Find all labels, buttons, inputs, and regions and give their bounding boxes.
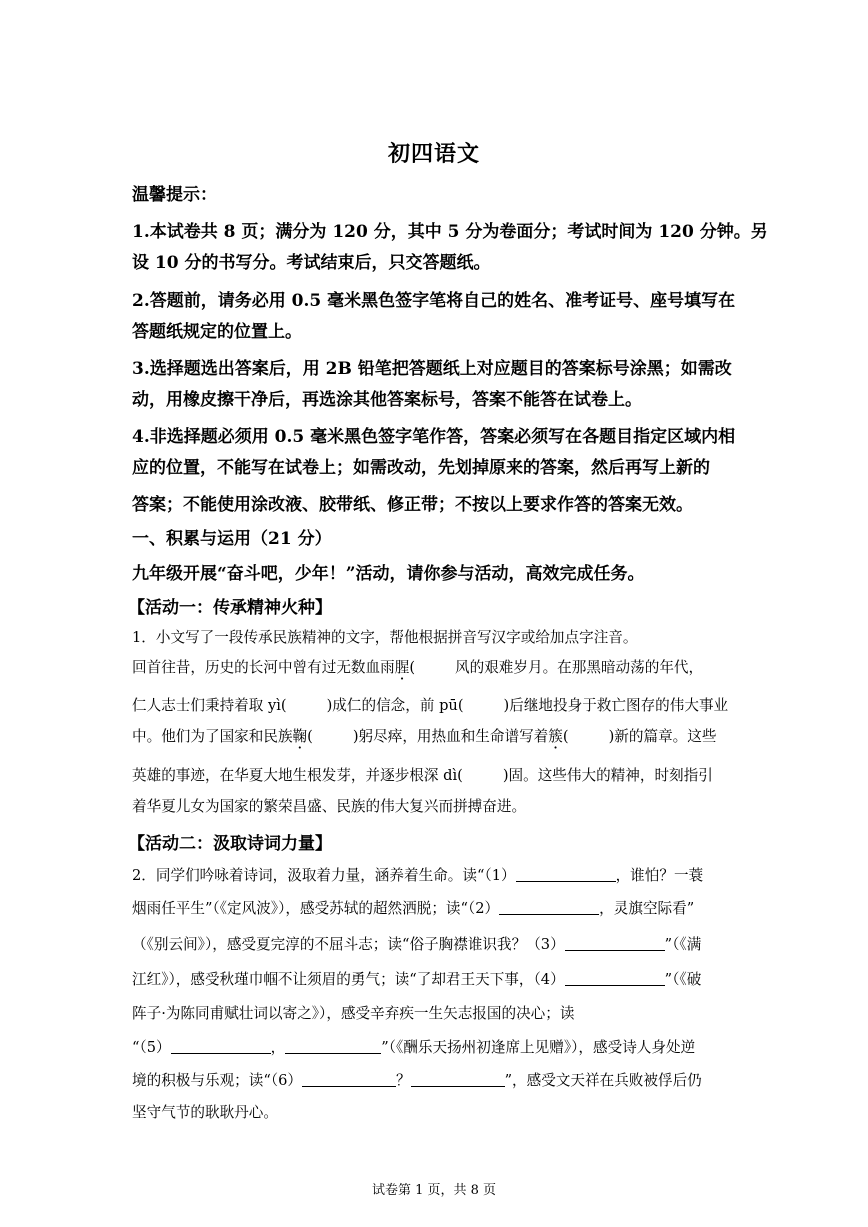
question-2-line-3: （《别云间》），感受夏完淳的不屈斗志；读“俗子胸襟谁识我？（3） ”（《满 <box>132 936 702 953</box>
tip-3-line-2: 动，用橡皮擦干净后，再选涂其他答案标号，答案不能答在试卷上。 <box>132 390 642 410</box>
question-2-line-1: 2．同学们吟咏着诗词，汲取着力量，涵养着生命。读“（1） ，谁怕？一蓑 <box>132 867 704 884</box>
question-1-stem: 1．小文写了一段传承民族精神的文字，帮他根据拼音写汉字或给加点字注音。 <box>132 629 638 646</box>
dotted-char: 鞠 <box>292 728 308 745</box>
page-title: 初四语文 <box>387 141 480 167</box>
question-2-line-5: 阵子·为陈同甫赋壮词以寄之》），感受辛弃疾一生矢志报国的决心；读 <box>132 1005 575 1022</box>
activity-2-heading: 【活动二：汲取诗词力量】 <box>128 834 332 854</box>
question-2-line-4: 江红》），感受秋瑾巾帼不让须眉的勇气；读“了却君王天下事，（4） ”（《破 <box>132 971 702 988</box>
answer-blank-6a[interactable] <box>302 1072 396 1087</box>
page-footer: 试卷第 1 页，共 8 页 <box>371 1183 497 1198</box>
tip-2-line-1: 2.答题前，请务必用 0.5 毫米黑色签字笔将自己的姓名、准考证号、座号填写在 <box>132 291 736 311</box>
answer-blank-6b[interactable] <box>411 1072 505 1087</box>
question-1-line-5: 着华夏儿女为国家的繁荣昌盛、民族的伟大复兴而拼搏奋进。 <box>132 798 527 815</box>
answer-blank-5b[interactable] <box>285 1039 381 1054</box>
question-2-line-6: “（5） ， ”（《酬乐天扬州初逢席上见赠》），感受诗人身处逆 <box>132 1039 696 1056</box>
dotted-char: 腥 <box>394 659 410 676</box>
question-1-line-3: 中。他们为了国家和民族鞠( )躬尽瘁，用热血和生命谱写着簇( )新的篇章。这些 <box>132 728 717 745</box>
activity-1-heading: 【活动一：传承精神火种】 <box>128 598 332 618</box>
tips-heading: 温馨提示： <box>132 185 217 205</box>
tip-3-line-1: 3.选择题选出答案后，用 2B 铅笔把答题纸上对应题目的答案标号涂黑；如需改 <box>132 359 732 379</box>
question-2-line-7: 境的积极与乐观；读“（6） ？ ”，感受文天祥在兵败被俘后仍 <box>132 1072 702 1089</box>
question-1-line-4: 英雄的事迹，在华夏大地生根发芽，并逐步根深 dì( )固。这些伟大的精神，时刻指引 <box>132 767 713 784</box>
dotted-char: 簇 <box>548 728 563 745</box>
answer-blank-1[interactable] <box>516 867 616 882</box>
question-2-line-8: 坚守气节的耿耿丹心。 <box>132 1104 278 1121</box>
question-2-line-2: 烟雨任平生”（《定风波》），感受苏轼的超然洒脱；读“（2） ，灵旗空际看” <box>132 900 695 917</box>
answer-blank-3[interactable] <box>565 936 665 951</box>
tip-4-line-3: 答案；不能使用涂改液、胶带纸、修正带；不按以上要求作答的答案无效。 <box>132 495 693 515</box>
section-heading: 一、积累与运用（21 分） <box>132 529 332 549</box>
question-1-line-2: 仁人志士们秉持着取 yì( )成仁的信念，前 pū( )后继地投身于救亡图存的伟大事业 <box>132 697 729 714</box>
tip-4-line-2: 应的位置，不能写在试卷上；如需改动，先划掉原来的答案，然后再写上新的 <box>132 458 710 478</box>
tip-1-line-2: 设 10 分的书写分。考试结束后，只交答题纸。 <box>132 253 491 273</box>
question-1-line-1: 回首往昔，历史的长河中曾有过无数血雨腥( 风的艰难岁月。在那黑暗动荡的年代， <box>132 659 704 676</box>
tip-4-line-1: 4.非选择题必须用 0.5 毫米黑色签字笔作答，答案必须写在各题目指定区域内相 <box>132 427 736 447</box>
tip-2-line-2: 答题纸规定的位置上。 <box>132 322 302 342</box>
activity-intro: 九年级开展“奋斗吧，少年！”活动，请你参与活动，高效完成任务。 <box>132 564 645 584</box>
answer-blank-2[interactable] <box>499 900 599 915</box>
tip-1-line-1: 1.本试卷共 8 页；满分为 120 分，其中 5 分为卷面分；考试时间为 120 分钟。另 <box>132 222 768 242</box>
answer-blank-5a[interactable] <box>171 1039 271 1054</box>
answer-blank-4[interactable] <box>565 971 665 986</box>
